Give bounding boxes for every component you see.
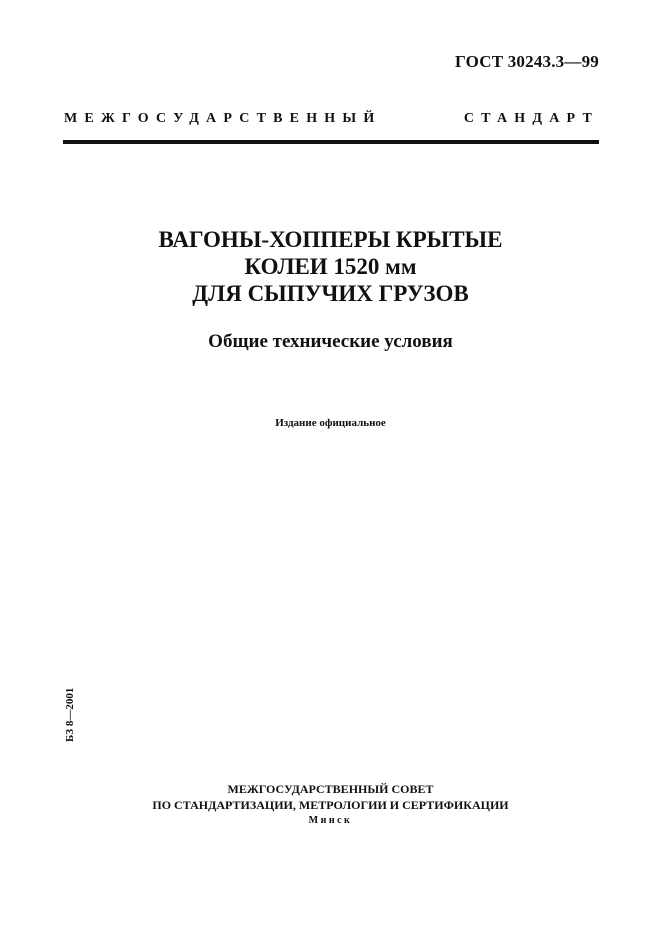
- publisher-line-1: МЕЖГОСУДАРСТВЕННЫЙ СОВЕТ: [227, 782, 434, 796]
- title-line-3: ДЛЯ СЫПУЧИХ ГРУЗОВ: [192, 281, 469, 306]
- document-subtitle: Общие технические условия: [208, 331, 453, 352]
- title-line-1: ВАГОНЫ-ХОППЕРЫ КРЫТЫЕ: [158, 227, 503, 252]
- header-divider: [63, 140, 599, 144]
- edition-note: Издание официальное: [275, 417, 386, 429]
- publisher-line-2: ПО СТАНДАРТИЗАЦИИ, МЕТРОЛОГИИ И СЕРТИФИКАЦИИ: [152, 798, 509, 812]
- document-title: [0, 226, 661, 307]
- title-line-2: КОЛЕИ 1520 мм: [244, 254, 417, 279]
- document-code: ГОСТ 30243.3—99: [455, 52, 599, 71]
- side-mark: БЗ 8—2001: [64, 687, 76, 742]
- publisher-block: [0, 781, 661, 829]
- standard-type-heading: МЕЖГОСУДАРСТВЕННЫЙ СТАНДАРТ: [64, 111, 599, 126]
- publisher-city: Минск: [308, 815, 353, 826]
